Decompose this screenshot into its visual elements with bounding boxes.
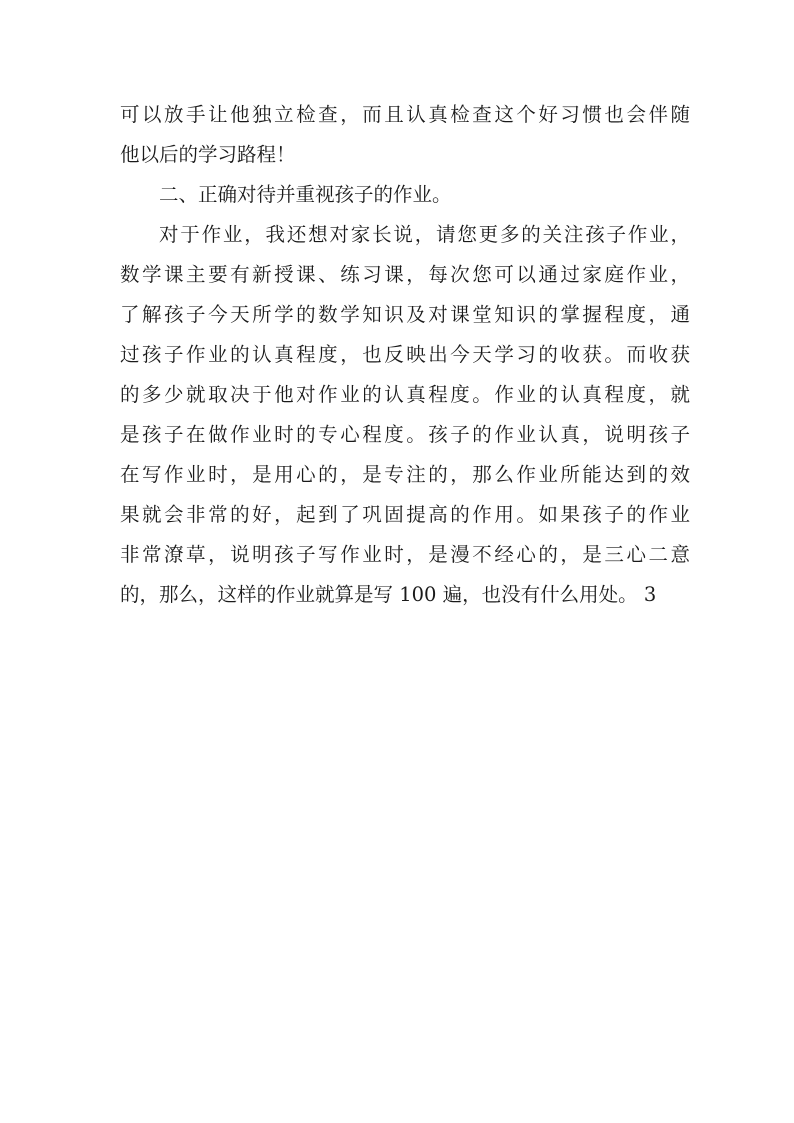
paragraph-line-1: 可以放手让他独立检查，而且认真检查这个好习惯也会伴随 bbox=[120, 103, 690, 126]
paragraph-line-10: 在写作业时，是用心的，是专注的，那么作业所能达到的效 bbox=[120, 463, 690, 486]
paragraph-line-5: 数学课主要有新授课、练习课，每次您可以通过家庭作业， bbox=[120, 263, 690, 286]
paragraph-line-12: 非常潦草，说明孩子写作业时，是漫不经心的，是三心二意 bbox=[120, 543, 690, 566]
paragraph-line-6: 了解孩子今天所学的数学知识及对课堂知识的掌握程度，通 bbox=[120, 303, 690, 326]
paragraph-line-2: 他以后的学习路程！ bbox=[120, 143, 296, 166]
paragraph-line-13: 的，那么，这样的作业就算是写 100 遍，也没有什么用处。 3 bbox=[120, 583, 657, 606]
paragraph-line-8: 的多少就取决于他对作业的认真程度。作业的认真程度，就 bbox=[120, 383, 690, 406]
paragraph-line-7: 过孩子作业的认真程度，也反映出今天学习的收获。而收获 bbox=[120, 343, 690, 366]
paragraph-line-9: 是孩子在做作业时的专心程度。孩子的作业认真，说明孩子 bbox=[120, 423, 690, 446]
paragraph-line-4: 对于作业，我还想对家长说，请您更多的关注孩子作业， bbox=[159, 223, 690, 246]
paragraph-line-11: 果就会非常的好，起到了巩固提高的作用。如果孩子的作业 bbox=[120, 503, 690, 526]
section-heading: 二、正确对待并重视孩子的作业。 bbox=[159, 183, 452, 206]
